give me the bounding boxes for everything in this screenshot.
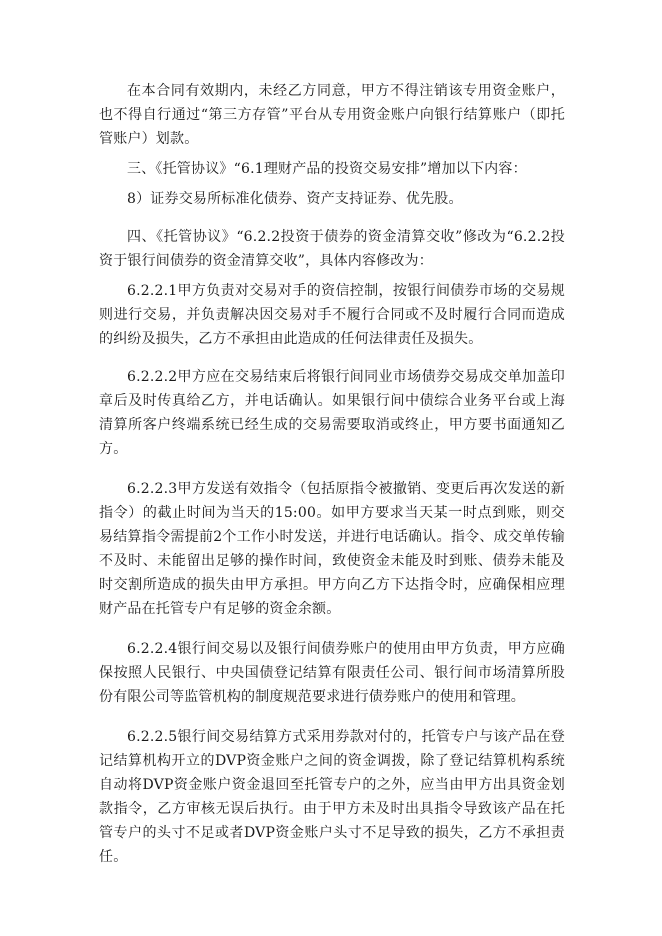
document-body bbox=[99, 79, 565, 869]
paragraph-section-four-heading: 四、《托管协议》“6.2.2投资于债券的资金清算交收”修改为“6.2.2投资于银行间债券的资金清算交收”，具体内容修改为： bbox=[99, 229, 565, 269]
paragraph-clause-6-2-2-2: 6.2.2.2甲方应在交易结束后将银行间同业市场债券交易成交单加盖印章后及时传真给乙方，并电话确认。如果银行间中债综合业务平台或上海清算所客户终端系统已经生成的交易需要取消或终止，甲方要书面通知乙方。 bbox=[99, 369, 565, 457]
paragraph-clause-6-2-2-5: 6.2.2.5银行间交易结算方式采用券款对付的，托管专户与该产品在登记结算机构开立的DVP资金账户之间的资金调拨，除了登记结算机构系统自动将DVP资金账户资金退回至托管专户的之外，应当由甲方出具资金划款指令，乙方审核无误后执行。由于甲方未及时出具指令导致该产品在托管专户的头寸不足或者DVP资金账户头寸不足导致的损失，乙方不承担责任。 bbox=[99, 729, 565, 865]
paragraph-section-three-heading: 三、《托管协议》“6.1理财产品的投资交易安排”增加以下内容： bbox=[127, 161, 527, 177]
paragraph-account-restriction: 在本合同有效期内，未经乙方同意，甲方不得注销该专用资金账户，也不得自行通过“第三方存管”平台从专用资金账户向银行结算账户（即托管账户）划款。 bbox=[99, 83, 565, 147]
paragraph-clause-6-2-2-1: 6.2.2.1甲方负责对交易对手的资信控制，按银行间债券市场的交易规则进行交易，并负责解决因交易对手不履行合同或不及时履行合同而造成的纠纷及损失，乙方不承担由此造成的任何法律责任及损失。 bbox=[99, 283, 565, 347]
paragraph-clause-6-2-2-4: 6.2.2.4银行间交易以及银行间债券账户的使用由甲方负责，甲方应确保按照人民银行、中央国债登记结算有限责任公司、银行间市场清算所股份有限公司等监管机构的制度规范要求进行债券账户的使用和管理。 bbox=[99, 641, 565, 705]
paragraph-clause-6-2-2-3: 6.2.2.3甲方发送有效指令（包括原指令被撤销、变更后再次发送的新指令）的截止时间为当天的15:00。如甲方要求当天某一时点到账，则交易结算指令需提前2个工作小时发送，并进行电话确认。指令、成交单传输不及时、未能留出足够的操作时间，致使资金未能及时到账、债券未能及时交割所造成的损失由甲方承担。甲方向乙方下达指令时，应确保相应理财产品在托管专户有足够的资金余额。 bbox=[99, 481, 565, 617]
paragraph-item-eight: 8）证券交易所标准化债券、资产支持证券、优先股。 bbox=[127, 191, 463, 207]
